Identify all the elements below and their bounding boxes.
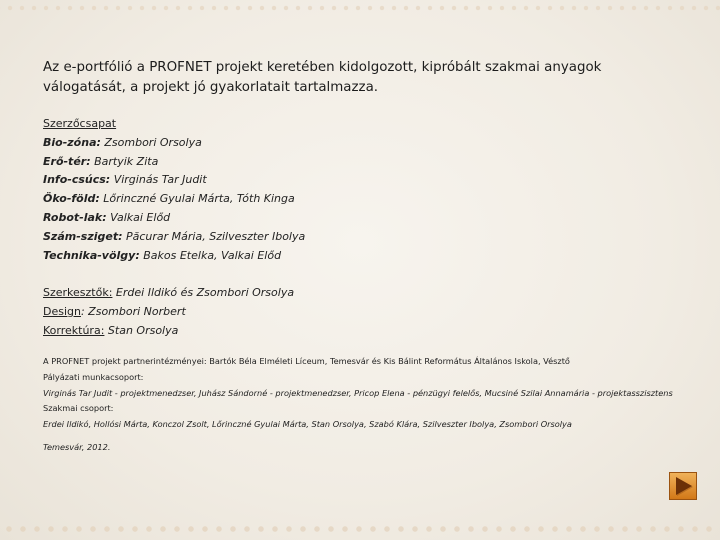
editors-line: Szerkesztők: Erdei Ildikó és Zsombori Orsolya [43,286,295,299]
author-line: Technika-völgy: Bakos Etelka, Valkai Előd [43,248,282,262]
partners-block [43,354,693,433]
play-next-icon [670,473,696,499]
next-slide-button[interactable] [669,472,697,500]
design-line: Design: Zsombori Norbert [43,304,186,318]
professional-group-members: Erdei Ildikó, Hollósi Márta, Konczol Zsolt, Lőrinczné Gyulai Márta, Stan Orsolya, Szabó Klára, Szilveszter Ibolya, Zsombori Orsolya [43,419,572,430]
authors-block [43,115,683,265]
editors-block [43,284,683,340]
partners-line: A PROFNET projekt partnerintézményei: Bartók Béla Elméleti Líceum, Temesvár és Kis Bálint Református Általános Iskola, Vésztő [43,356,570,366]
professional-group-heading: Szakmai csoport: [43,403,114,414]
top-decoration [0,0,720,14]
proofreading-line: Korrektúra: Stan Orsolya [43,323,179,337]
bottom-decoration [0,518,720,540]
author-line: Öko-föld: Lőrinczné Gyulai Márta, Tóth Kinga [43,192,295,206]
author-line: Info-csúcs: Virginás Tar Judit [43,173,207,187]
place-date: Temesvár, 2012. [43,442,111,452]
intro-text: Az e-portfólió a PROFNET projekt keretében kidolgozott, kipróbált szakmai anyagok válogatását, a projekt jó gyakorlatait tartalmazza. [43,60,602,95]
workgroup-members: Virginás Tar Judit - projektmenedzser, Juhász Sándorné - projektmenedzser, Pricop Elena - pénzügyi felelős, Mucsiné Szilai Annamária - projektasszisztens [43,387,673,398]
authors-heading: Szerzőcsapat [43,117,117,130]
author-line: Szám-sziget: Păcurar Mária, Szilveszter Ibolya [43,229,306,243]
workgroup-heading: Pályázati munkacsoport: [43,371,144,382]
author-line: Robot-lak: Valkai Előd [43,210,171,224]
author-line: Bio-zóna: Zsombori Orsolya [43,135,202,149]
author-line: Erő-tér: Bartyik Zita [43,154,159,168]
